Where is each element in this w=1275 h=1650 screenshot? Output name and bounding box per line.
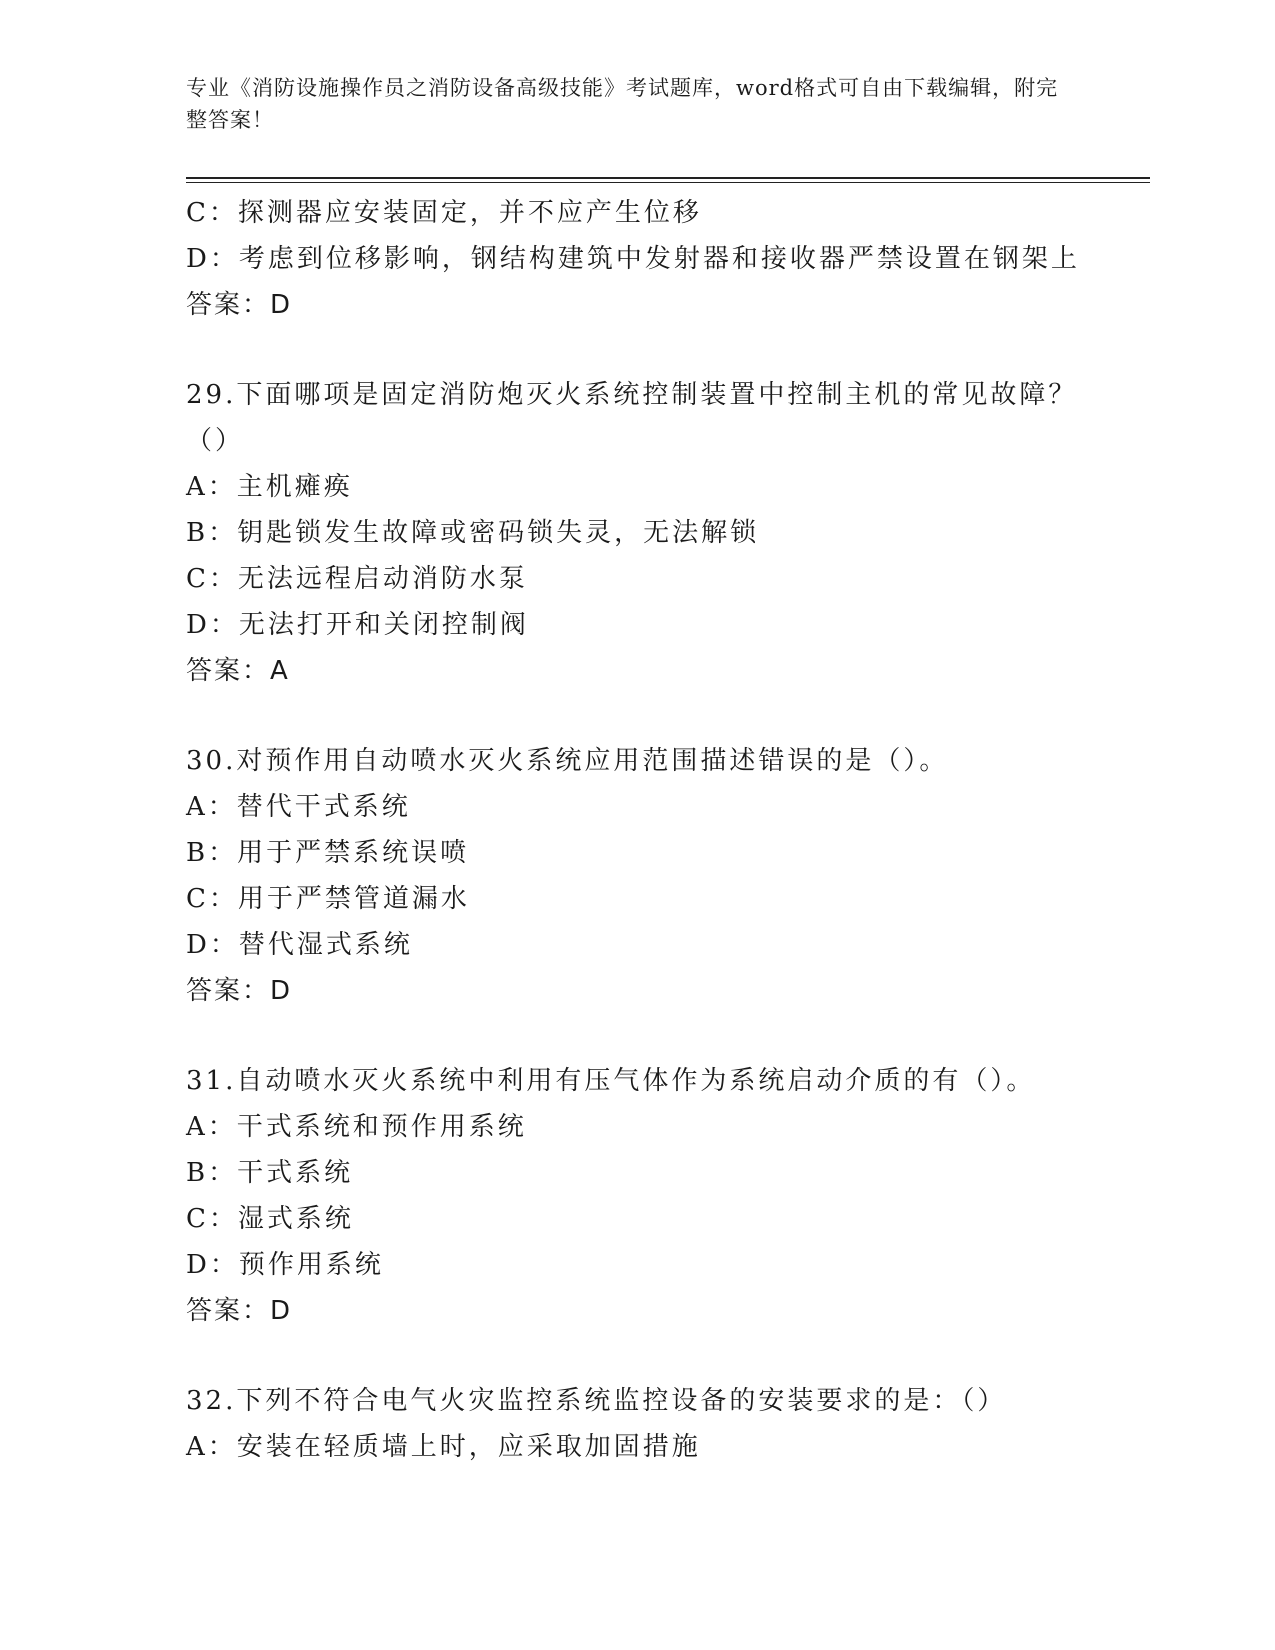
question-title: 29.下面哪项是固定消防炮灭火系统控制装置中控制主机的常见故障？ (186, 380, 1078, 410)
option-d: D：无法打开和关闭控制阀 (186, 610, 529, 640)
document-header: 专业《消防设施操作员之消防设备高级技能》考试题库，word格式可自由下载编辑，附完整答案！ (186, 76, 1059, 132)
answer-text: 答案：D (186, 1296, 293, 1326)
option-d: D：替代湿式系统 (186, 930, 413, 960)
option-c: C：湿式系统 (186, 1204, 354, 1234)
option-b: B：钥匙锁发生故障或密码锁失灵，无法解锁 (186, 518, 760, 548)
option-c: C：探测器应安装固定，并不应产生位移 (186, 198, 702, 228)
header-divider (186, 177, 1150, 179)
option-a: A：安装在轻质墙上时，应采取加固措施 (186, 1432, 701, 1462)
option-a: A：主机瘫痪 (186, 472, 353, 502)
question-32 (186, 1378, 1150, 1470)
option-b: B：干式系统 (186, 1158, 354, 1188)
question-29 (186, 372, 1150, 694)
option-d: D：考虑到位移影响，钢结构建筑中发射器和接收器严禁设置在钢架上 (186, 244, 1080, 274)
option-b: B：用于严禁系统误喷 (186, 838, 470, 868)
question-28-continuation (186, 190, 1150, 328)
question-31 (186, 1058, 1150, 1334)
question-30 (186, 738, 1150, 1014)
header-divider-thin (186, 182, 1150, 183)
answer-text: 答案：D (186, 290, 293, 320)
option-c: C：用于严禁管道漏水 (186, 884, 470, 914)
option-a: A：替代干式系统 (186, 792, 411, 822)
question-title: 32.下列不符合电气火灾监控系统监控设备的安装要求的是：（） (186, 1386, 1007, 1416)
answer-text: 答案：A (186, 656, 290, 686)
question-title: 31.自动喷水灭火系统中利用有压气体作为系统启动介质的有（）。 (186, 1066, 1036, 1096)
question-title-cont: （） (186, 426, 245, 456)
question-content (186, 190, 1150, 1470)
option-d: D：预作用系统 (186, 1250, 384, 1280)
question-title: 30.对预作用自动喷水灭火系统应用范围描述错误的是（）。 (186, 746, 949, 776)
answer-text: 答案：D (186, 976, 293, 1006)
option-c: C：无法远程启动消防水泵 (186, 564, 528, 594)
option-a: A：干式系统和预作用系统 (186, 1112, 527, 1142)
